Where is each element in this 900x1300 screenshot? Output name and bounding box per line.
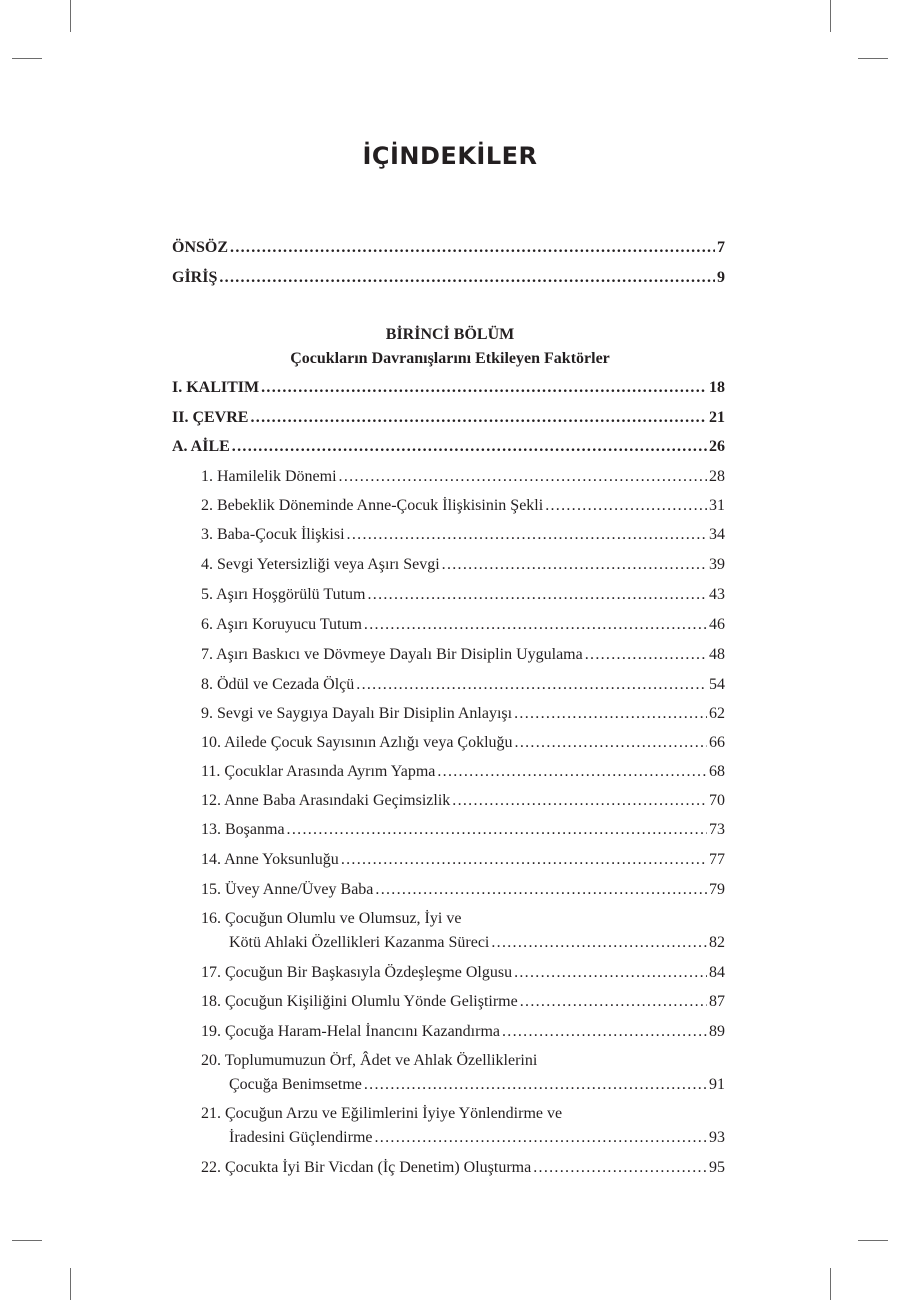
toc-label: 9. Sevgi ve Saygıya Dayalı Bir Disiplin Anlayışı: [201, 705, 513, 722]
toc-page: 66: [709, 734, 725, 751]
toc-entry: [172, 437, 725, 457]
toc-item: [201, 762, 725, 782]
dot-leader: [545, 496, 707, 516]
toc-page: 91: [709, 1076, 725, 1093]
toc-page: 93: [709, 1129, 725, 1146]
page-title: İÇİNDEKİLER: [362, 142, 538, 170]
toc-page: 79: [709, 881, 725, 898]
crop-mark: [858, 1240, 888, 1241]
toc-page: 39: [709, 556, 725, 573]
dot-leader: [219, 268, 715, 288]
toc-label: 15. Üvey Anne/Üvey Baba: [201, 881, 374, 898]
toc-label: 5. Aşırı Hoşgörülü Tutum: [201, 586, 366, 603]
toc-page: 34: [709, 526, 725, 543]
crop-mark: [830, 0, 831, 32]
dot-leader: [520, 992, 707, 1012]
dot-leader: [347, 525, 707, 545]
toc-item: [201, 791, 725, 811]
toc-page: 95: [709, 1159, 725, 1176]
toc-label: 8. Ödül ve Cezada Ölçü: [201, 676, 355, 693]
crop-mark: [12, 1240, 42, 1241]
toc-label: 20. Toplumumuzun Örf, Âdet ve Ahlak Özelliklerini: [201, 1052, 538, 1069]
dot-leader: [585, 645, 707, 665]
toc-page: 7: [717, 239, 725, 256]
toc-page: 46: [709, 616, 725, 633]
toc-entry: [172, 238, 725, 258]
dot-leader: [515, 733, 707, 753]
toc-page: 21: [709, 409, 725, 426]
dot-leader: [339, 467, 707, 487]
toc-page: 82: [709, 934, 725, 951]
dot-leader: [442, 555, 707, 575]
crop-mark: [70, 1268, 71, 1300]
toc-label: 16. Çocuğun Olumlu ve Olumsuz, İyi ve: [201, 910, 462, 927]
toc-page: 54: [709, 676, 725, 693]
toc-item: [201, 850, 725, 870]
section-subtitle: Çocukların Davranışlarını Etkileyen Faktörler: [290, 350, 610, 367]
toc-entry: [172, 408, 725, 428]
dot-leader: [514, 963, 707, 983]
crop-mark: [12, 58, 42, 59]
toc-label-continued: Kötü Ahlaki Özellikleri Kazanma Süreci: [229, 934, 490, 951]
toc-page: 73: [709, 821, 725, 838]
toc-label: 18. Çocuğun Kişiliğini Olumlu Yönde Geliştirme: [201, 993, 518, 1010]
dot-leader: [533, 1158, 707, 1178]
toc-item: [201, 1051, 725, 1095]
toc-page: 26: [709, 438, 725, 455]
toc-label: 3. Baba-Çocuk İlişkisi: [201, 526, 345, 543]
toc-label: 11. Çocuklar Arasında Ayrım Yapma: [201, 763, 436, 780]
toc-item: [201, 909, 725, 953]
toc-page: 9: [717, 269, 725, 286]
toc-page: 43: [709, 586, 725, 603]
crop-mark: [858, 58, 888, 59]
dot-leader: [356, 675, 707, 695]
dot-leader: [230, 238, 715, 258]
toc-label-continued: İradesini Güçlendirme: [229, 1129, 373, 1146]
toc-page: 77: [709, 851, 725, 868]
toc-page: 68: [709, 763, 725, 780]
toc-item: [201, 1158, 725, 1178]
dot-leader: [375, 1128, 708, 1148]
toc-item: [201, 1104, 725, 1148]
dot-leader: [375, 880, 707, 900]
toc-page: 70: [709, 792, 725, 809]
toc-label: 14. Anne Yoksunluğu: [201, 851, 339, 868]
dot-leader: [232, 437, 707, 457]
toc-label: 1. Hamilelik Dönemi: [201, 468, 337, 485]
toc-page: 87: [709, 993, 725, 1010]
toc-page: 48: [709, 646, 725, 663]
crop-mark: [830, 1268, 831, 1300]
toc-item: [201, 880, 725, 900]
dot-leader: [514, 704, 707, 724]
toc-label: ÖNSÖZ: [172, 239, 229, 256]
toc-item: [201, 963, 725, 983]
toc-label: 7. Aşırı Baskıcı ve Dövmeye Dayalı Bir Disiplin Uygulama: [201, 646, 583, 663]
toc-label: 2. Bebeklik Döneminde Anne-Çocuk İlişkisinin Şekli: [201, 497, 544, 514]
toc-item: [201, 733, 725, 753]
toc-item: [201, 467, 725, 487]
toc-item: [201, 525, 725, 545]
toc-label: GİRİŞ: [172, 269, 218, 286]
toc-label: 6. Aşırı Koruyucu Tutum: [201, 616, 362, 633]
dot-leader: [364, 1075, 707, 1095]
toc-item: [201, 645, 725, 665]
toc-item: [201, 704, 725, 724]
toc-page: 28: [709, 468, 725, 485]
dot-leader: [502, 1022, 707, 1042]
toc-item: [201, 585, 725, 605]
toc-label: II. ÇEVRE: [172, 409, 249, 426]
toc-label: 19. Çocuğa Haram-Helal İnancını Kazandırma: [201, 1023, 500, 1040]
toc-label: 22. Çocukta İyi Bir Vicdan (İç Denetim) Oluşturma: [201, 1159, 532, 1176]
toc-label: 10. Ailede Çocuk Sayısının Azlığı veya Çokluğu: [201, 734, 513, 751]
toc-label: 21. Çocuğun Arzu ve Eğilimlerini İyiye Yönlendirme ve: [201, 1105, 563, 1122]
toc-label: I. KALITIM: [172, 379, 260, 396]
crop-mark: [70, 0, 71, 32]
toc-item: [201, 675, 725, 695]
dot-leader: [367, 585, 707, 605]
toc-item: [201, 992, 725, 1012]
toc-item: [201, 1022, 725, 1042]
toc-page: 18: [709, 379, 725, 396]
toc-label: 13. Boşanma: [201, 821, 285, 838]
toc-page: 89: [709, 1023, 725, 1040]
toc-label: 12. Anne Baba Arasındaki Geçimsizlik: [201, 792, 451, 809]
section-heading: BİRİNCİ BÖLÜM: [385, 326, 515, 343]
toc-page: 62: [709, 705, 725, 722]
dot-leader: [261, 378, 707, 398]
dot-leader: [341, 850, 707, 870]
dot-leader: [491, 933, 707, 953]
dot-leader: [364, 615, 707, 635]
toc-item: [201, 555, 725, 575]
toc-item: [201, 820, 725, 840]
toc-item: [201, 496, 725, 516]
toc-label-continued: Çocuğa Benimsetme: [229, 1076, 362, 1093]
toc-label: A. AİLE: [172, 438, 230, 455]
dot-leader: [452, 791, 707, 811]
toc-entry: [172, 378, 725, 398]
dot-leader: [437, 762, 707, 782]
toc-label: 4. Sevgi Yetersizliği veya Aşırı Sevgi: [201, 556, 440, 573]
dot-leader: [250, 408, 707, 428]
toc-page: 31: [709, 497, 725, 514]
dot-leader: [287, 820, 707, 840]
toc-entry: [172, 268, 725, 288]
toc-item: [201, 615, 725, 635]
toc-label: 17. Çocuğun Bir Başkasıyla Özdeşleşme Olgusu: [201, 964, 513, 981]
toc-page: 84: [709, 964, 725, 981]
